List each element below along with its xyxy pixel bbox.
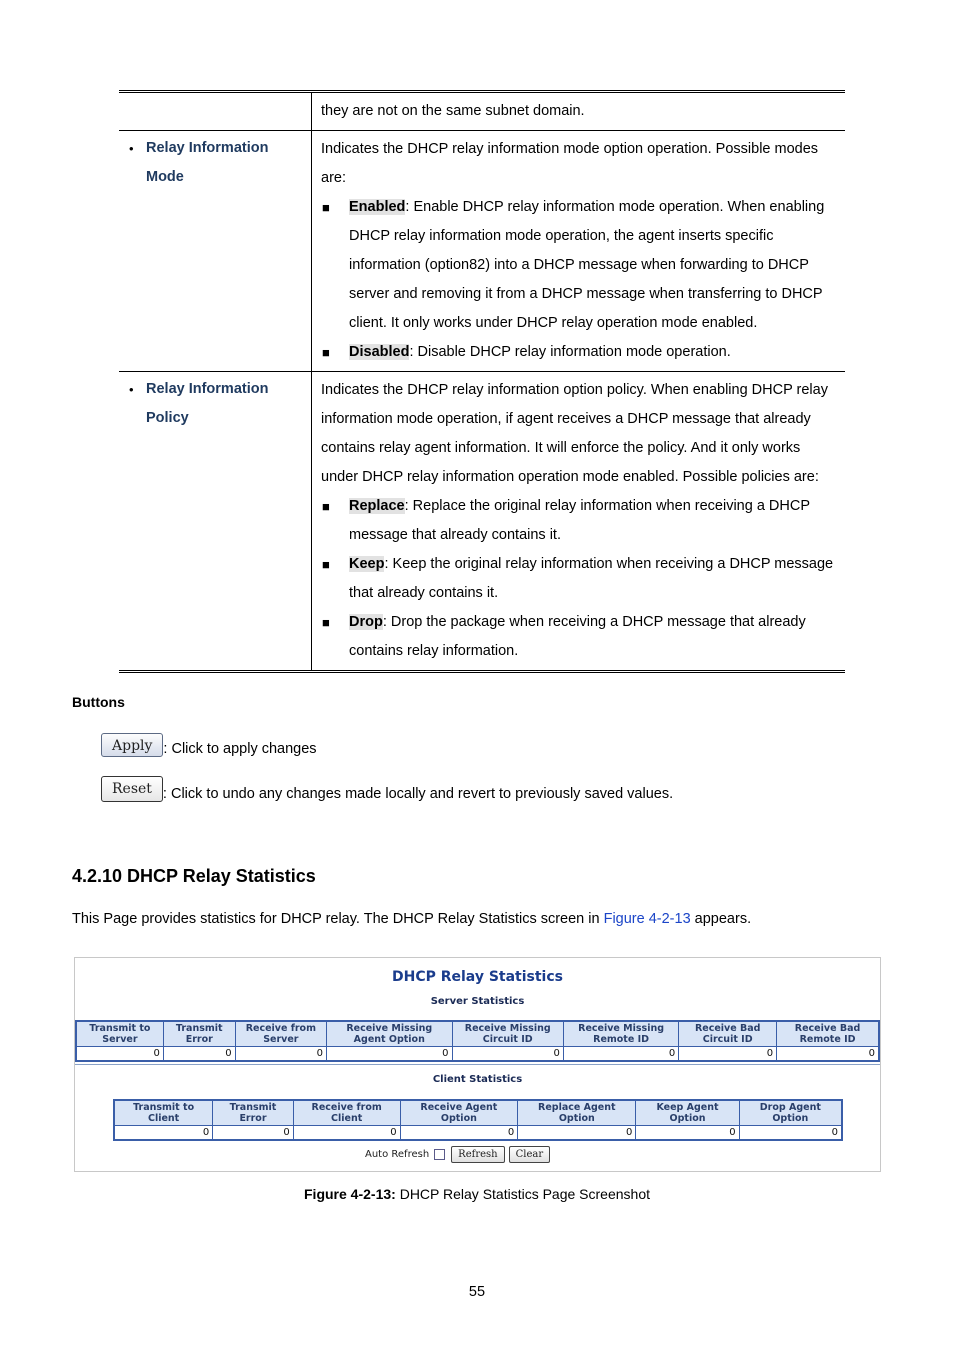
client-stat-header: Replace Agent Option xyxy=(518,1100,636,1126)
option-text: : Disable DHCP relay information mode operation. xyxy=(409,344,731,360)
caption-label: Figure 4-2-13: xyxy=(304,1186,396,1202)
apply-button-row xyxy=(101,733,317,757)
param-object-cell xyxy=(119,131,312,371)
option-bullet xyxy=(321,193,839,338)
server-stat-header: Receive from Server xyxy=(235,1021,326,1047)
option-bullet xyxy=(321,608,839,666)
screenshot-title: DHCP Relay Statistics xyxy=(391,969,563,985)
server-stat-value: 0 xyxy=(679,1047,777,1062)
refresh-button[interactable]: Refresh xyxy=(451,1146,504,1163)
server-stat-header: Receive Bad Remote ID xyxy=(777,1021,879,1047)
param-row xyxy=(119,130,845,371)
reset-button[interactable]: Reset xyxy=(101,776,163,802)
param-description-text: they are not on the same subnet domain. xyxy=(321,103,585,119)
option-text: : Keep the original relay information when receiving a DHCP message that already contains it. xyxy=(349,556,834,601)
figure-caption xyxy=(0,1186,954,1202)
server-stat-value: 0 xyxy=(452,1047,563,1062)
option-bullet xyxy=(321,550,839,608)
option-text: : Drop the package when receiving a DHCP message that already contains relay information. xyxy=(349,614,806,659)
square-bullet-icon: ■ xyxy=(322,615,330,630)
option-keyword: Enabled xyxy=(349,199,406,215)
client-stat-value: 0 xyxy=(739,1126,842,1141)
client-stat-value: 0 xyxy=(213,1126,294,1141)
page-number: 55 xyxy=(468,1284,486,1300)
client-stat-header: Transmit to Client xyxy=(114,1100,213,1126)
client-stat-header: Drop Agent Option xyxy=(739,1100,842,1126)
client-stat-header: Keep Agent Option xyxy=(636,1100,739,1126)
section-intro: This Page provides statistics for DHCP relay. The DHCP Relay Statistics screen in Figure 4-2-13 appears. xyxy=(72,911,752,927)
server-stat-header: Receive Bad Circuit ID xyxy=(679,1021,777,1047)
param-object-name: • Relay Information Mode xyxy=(129,134,311,192)
client-stat-value: 0 xyxy=(400,1126,518,1141)
option-bullet xyxy=(321,492,839,550)
server-stat-header: Transmit Error xyxy=(163,1021,235,1047)
param-description-text: Indicates the DHCP relay information option policy. When enabling DHCP relay information mode operation, if agent receives a DHCP message that already contains relay agent information. It will enforce the policy. And it only works under DHCP relay information operation mode enabled. Possible policies are: xyxy=(321,382,828,485)
reset-button-row xyxy=(101,776,673,802)
option-keyword: Replace xyxy=(349,498,405,514)
param-description-cell xyxy=(312,372,845,670)
option-keyword: Drop xyxy=(349,614,383,630)
param-object-cell xyxy=(119,93,312,130)
client-stat-value: 0 xyxy=(114,1126,213,1141)
apply-button[interactable]: Apply xyxy=(101,733,163,757)
clear-button[interactable]: Clear xyxy=(509,1146,551,1163)
section-divider xyxy=(75,1064,880,1065)
client-stat-header: Receive from Client xyxy=(293,1100,400,1126)
param-description-cell xyxy=(312,93,845,130)
client-stat-value: 0 xyxy=(636,1126,739,1141)
server-stat-header: Transmit to Server xyxy=(76,1021,163,1047)
server-stat-header: Receive Missing Agent Option xyxy=(327,1021,453,1047)
bullet-dot-icon: • xyxy=(129,382,134,397)
option-keyword: Keep xyxy=(349,556,385,572)
client-stat-value: 0 xyxy=(518,1126,636,1141)
server-stat-header: Receive Missing Remote ID xyxy=(563,1021,678,1047)
client-stat-header: Transmit Error xyxy=(213,1100,294,1126)
server-statistics-title: Server Statistics xyxy=(430,996,525,1007)
parameter-table xyxy=(119,90,845,673)
option-bullet xyxy=(321,338,839,367)
param-object-cell xyxy=(119,372,312,670)
bullet-dot-icon: • xyxy=(129,141,134,156)
figure-link[interactable]: Figure 4-2-13 xyxy=(603,911,691,927)
auto-refresh-checkbox[interactable] xyxy=(434,1149,445,1160)
param-description-cell xyxy=(312,131,845,371)
param-row xyxy=(119,371,845,670)
client-stat-value: 0 xyxy=(293,1126,400,1141)
server-stat-value: 0 xyxy=(76,1047,163,1062)
square-bullet-icon: ■ xyxy=(322,345,330,360)
server-stat-value: 0 xyxy=(235,1047,326,1062)
reset-description: : Click to undo any changes made locally and revert to previously saved values. xyxy=(162,786,674,802)
param-row xyxy=(119,93,845,130)
option-keyword: Disabled xyxy=(349,344,410,360)
client-statistics-title: Client Statistics xyxy=(432,1074,523,1085)
option-text: : Enable DHCP relay information mode operation. When enabling DHCP relay information mode operation, the agent inserts specific information (option82) into a DHCP message when forwarding to DHCP server and removing it from a DHCP message when transferring to DHCP client. It only works under DHCP relay operation mode enabled. xyxy=(349,199,825,331)
server-stat-value: 0 xyxy=(563,1047,678,1062)
server-statistics-table xyxy=(75,1020,880,1062)
square-bullet-icon: ■ xyxy=(322,499,330,514)
option-text: : Replace the original relay information when receiving a DHCP message that already contains it. xyxy=(349,498,810,543)
buttons-heading: Buttons xyxy=(72,694,125,710)
refresh-controls xyxy=(365,1146,554,1163)
server-stat-value: 0 xyxy=(777,1047,879,1062)
client-statistics-table xyxy=(113,1099,843,1141)
apply-description: : Click to apply changes xyxy=(163,741,317,757)
section-title: 4.2.10 DHCP Relay Statistics xyxy=(72,866,316,886)
client-stat-header: Receive Agent Option xyxy=(400,1100,518,1126)
param-object-name: • Relay Information Policy xyxy=(129,375,311,433)
server-stat-value: 0 xyxy=(327,1047,453,1062)
auto-refresh-label: Auto Refresh xyxy=(365,1149,430,1160)
server-stat-value: 0 xyxy=(163,1047,235,1062)
server-stat-header: Receive Missing Circuit ID xyxy=(452,1021,563,1047)
caption-text: DHCP Relay Statistics Page Screenshot xyxy=(395,1186,650,1202)
dhcp-relay-statistics-screenshot xyxy=(74,957,881,1172)
square-bullet-icon: ■ xyxy=(322,200,330,215)
square-bullet-icon: ■ xyxy=(322,557,330,572)
param-description-text: Indicates the DHCP relay information mode option operation. Possible modes are: xyxy=(321,141,819,186)
